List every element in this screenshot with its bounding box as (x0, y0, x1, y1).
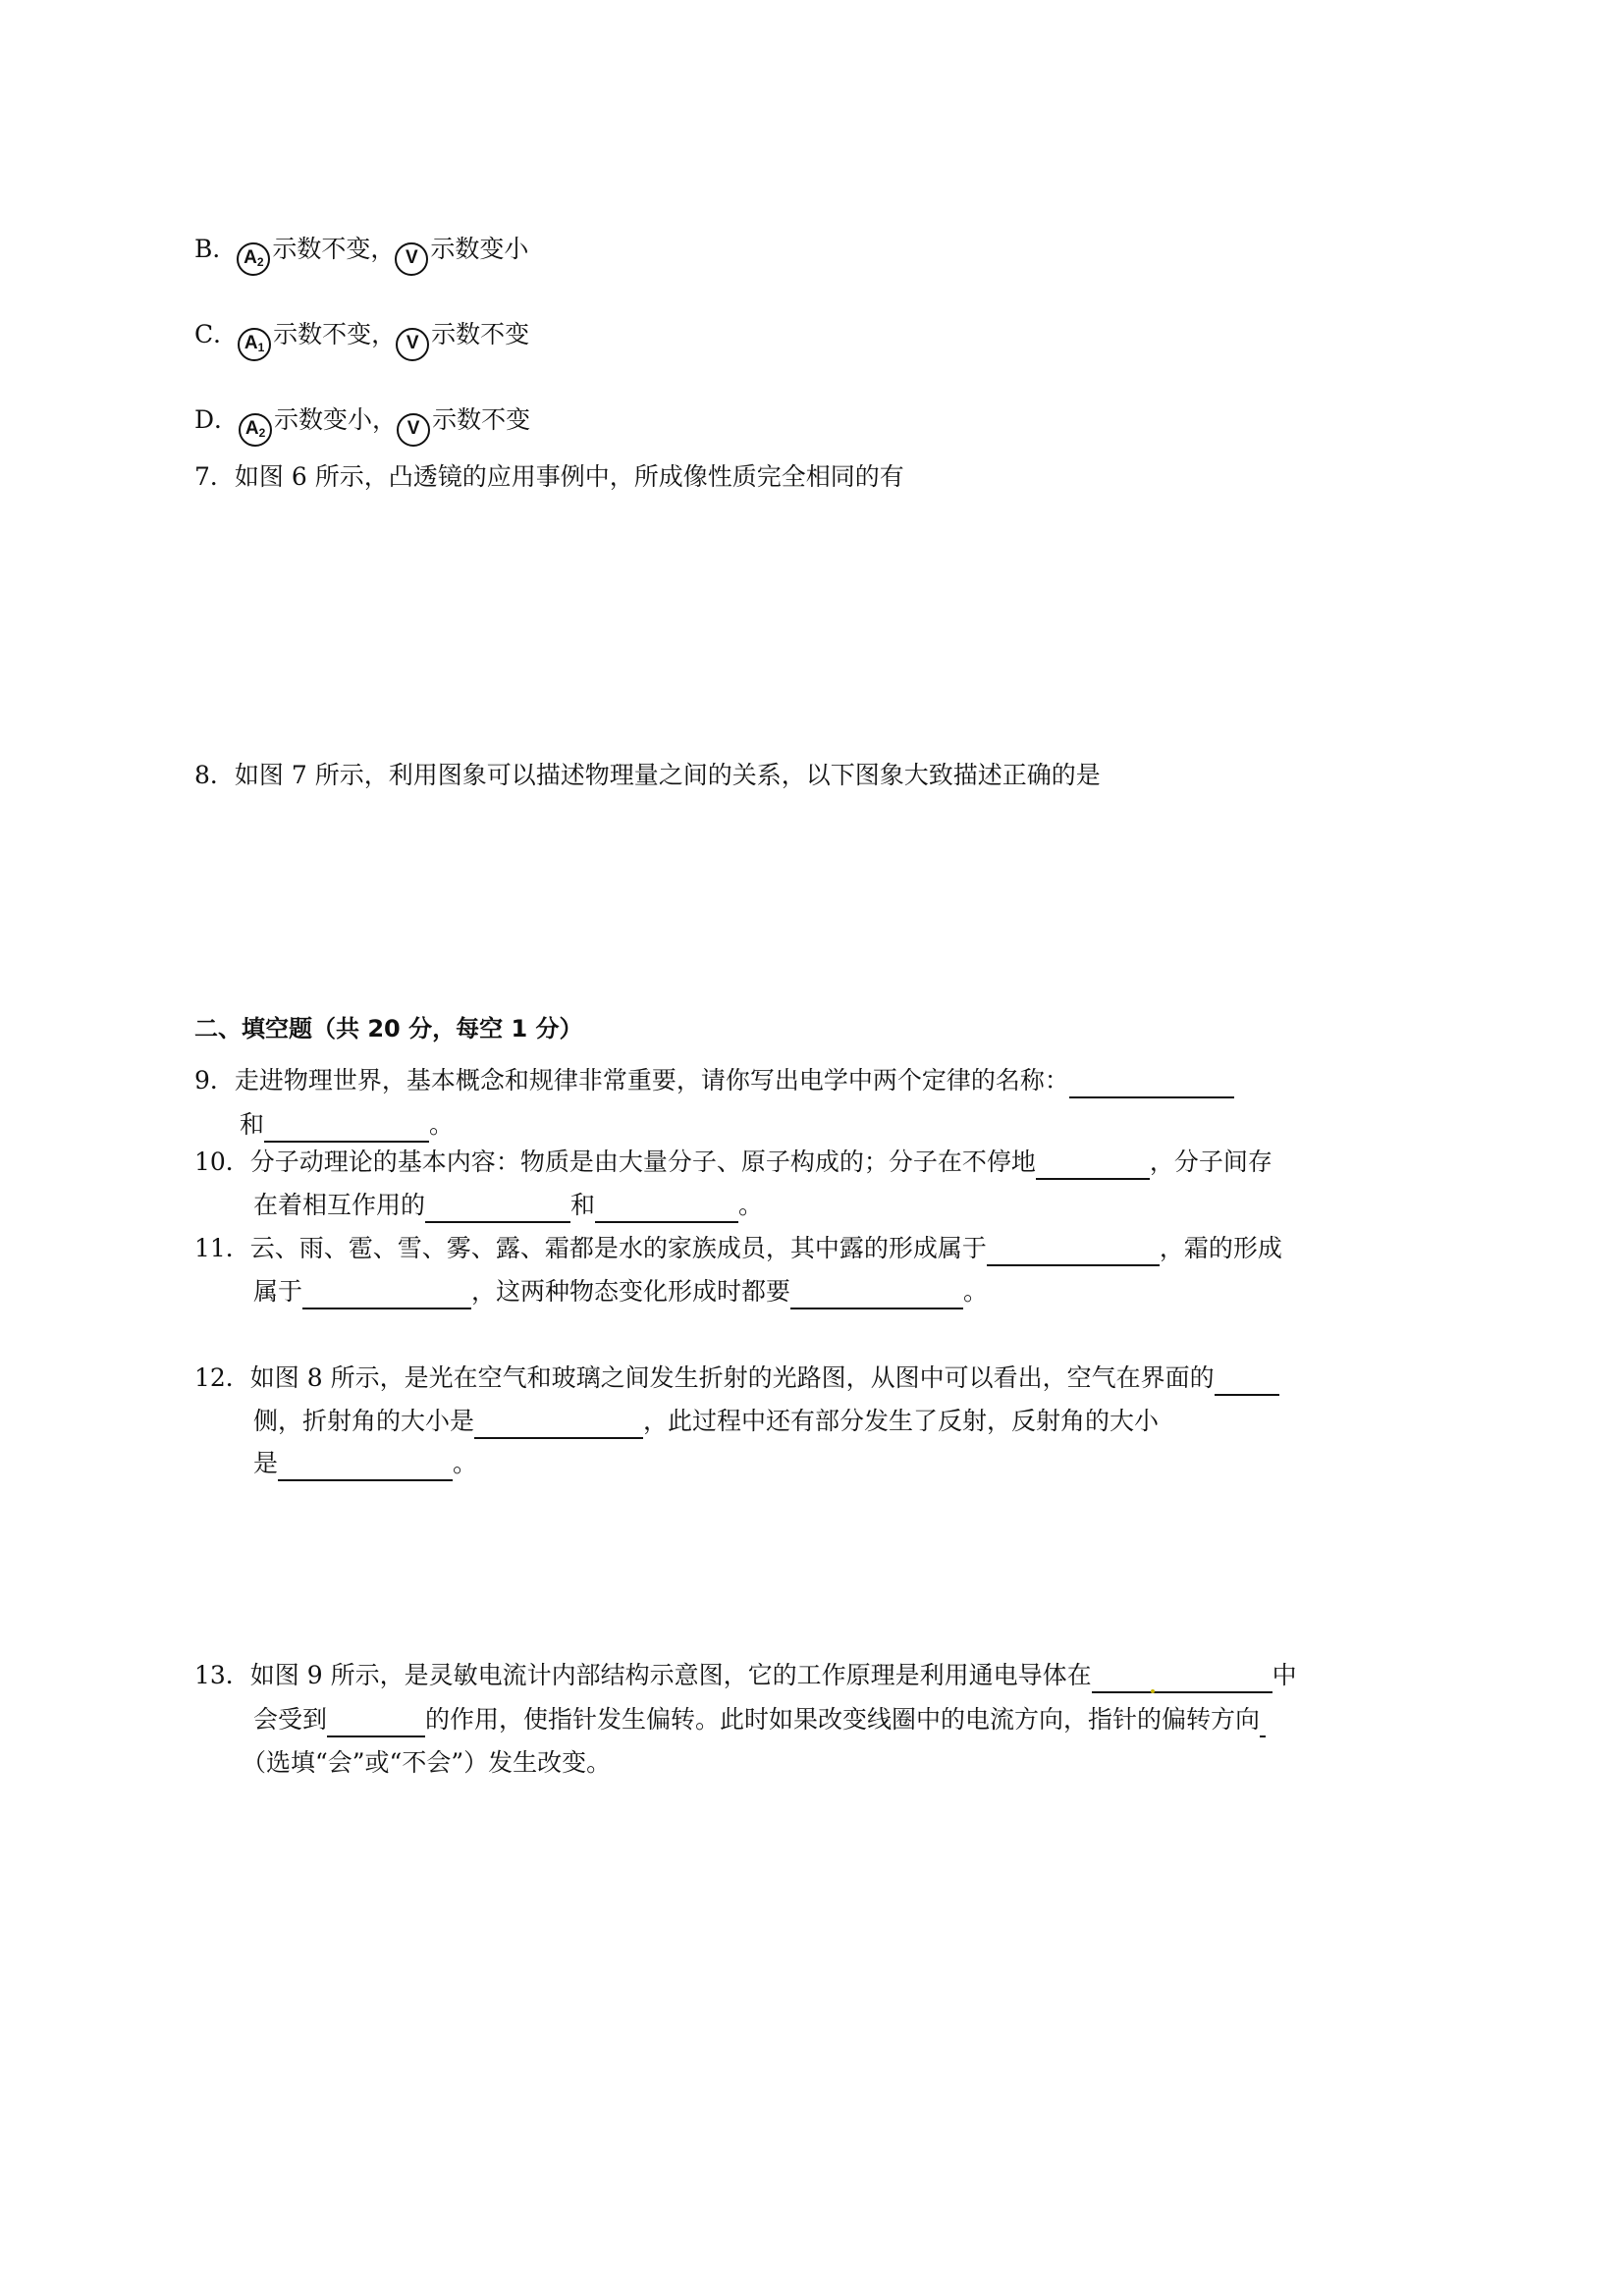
question-9 (194, 1063, 1234, 1098)
voltmeter-icon: V (397, 413, 430, 447)
question-11-text-3: 属于 (253, 1277, 303, 1306)
question-11-text: 11．云、雨、雹、雪、雾、露、霜都是水的家族成员，其中露的形成属于 (194, 1234, 987, 1262)
question-11-text-2: ，霜的形成 (1159, 1234, 1282, 1262)
question-11 (194, 1231, 1282, 1266)
question-8: 8．如图 7 所示，利用图象可以描述物理量之间的关系，以下图象大致描述正确的是 (194, 761, 1101, 789)
answer-blank[interactable] (474, 1408, 643, 1439)
question-9-and: 和 (240, 1110, 265, 1139)
question-9-line-2 (240, 1107, 454, 1143)
option-d-text-1: 示数变小， (274, 405, 398, 434)
question-13-text-2: 中 (1272, 1661, 1297, 1689)
question-7: 7．如图 6 所示，凸透镜的应用事例中，所成像性质完全相同的有 (194, 462, 904, 491)
question-13 (194, 1658, 1297, 1693)
option-c-letter: C． (194, 320, 239, 348)
question-12-text-4: 是 (253, 1449, 279, 1477)
question-13-line-2 (253, 1702, 1266, 1737)
question-10-text: 10．分子动理论的基本内容：物质是由大量分子、原子构成的；分子在不停地 (194, 1148, 1036, 1176)
question-10-text-3: 在着相互作用的 (253, 1191, 426, 1219)
option-d-text-2: 示数不变 (432, 405, 531, 434)
answer-blank[interactable] (327, 1706, 425, 1737)
question-12-end: 。 (453, 1449, 478, 1477)
answer-blank[interactable] (425, 1192, 570, 1223)
question-13-text-4: 的作用，使指针发生偏转。此时如果改变线圈中的电流方向，指针的偏转方向 (425, 1705, 1261, 1734)
answer-blank[interactable] (1260, 1706, 1266, 1737)
option-c-text-2: 示数不变 (431, 320, 530, 348)
voltmeter-icon: V (396, 328, 429, 361)
question-11-end: 。 (963, 1277, 989, 1306)
answer-blank[interactable] (1215, 1364, 1279, 1396)
answer-blank[interactable] (595, 1192, 738, 1223)
answer-blank[interactable] (1036, 1148, 1150, 1180)
stray-dot (1151, 1689, 1155, 1693)
question-10-end: 。 (738, 1191, 764, 1219)
question-10-text-2: ，分子间存 (1149, 1148, 1272, 1176)
option-b-text-1: 示数不变， (272, 235, 396, 263)
question-13-line-3: （选填“会”或“不会”）发生改变。 (242, 1748, 612, 1777)
ammeter-a2-icon: $A_2$ (237, 242, 270, 276)
question-11-line-2 (253, 1274, 988, 1309)
question-12-text: 12．如图 8 所示，是光在空气和玻璃之间发生折射的光路图，从图中可以看出，空气在界面的 (194, 1363, 1215, 1392)
ammeter-a2-icon: $A_2$ (239, 413, 272, 447)
question-11-text-4: ，这两种物态变化形成时都要 (471, 1277, 791, 1306)
question-13-text: 13．如图 9 所示，是灵敏电流计内部结构示意图，它的工作原理是利用通电导体在 (194, 1661, 1092, 1689)
answer-blank[interactable] (987, 1235, 1160, 1266)
answer-blank[interactable] (1069, 1067, 1234, 1098)
question-12 (194, 1361, 1279, 1396)
question-12-line-3 (253, 1446, 477, 1481)
section-heading-fill-in: 二、填空题（共 20 分，每空 1 分） (194, 1015, 583, 1042)
question-13-text-3: 会受到 (253, 1705, 328, 1734)
question-9-end: 。 (429, 1110, 455, 1139)
option-d-letter: D． (194, 405, 240, 434)
answer-blank[interactable] (1092, 1662, 1272, 1693)
question-10-line-2 (253, 1188, 763, 1223)
question-12-text-2: 侧，折射角的大小是 (253, 1407, 475, 1435)
answer-blank[interactable] (790, 1278, 963, 1309)
option-b-text-2: 示数变小 (430, 235, 529, 263)
ammeter-a1-icon: $A_1$ (238, 328, 271, 361)
question-9-text: 9．走进物理世界，基本概念和规律非常重要，请你写出电学中两个定律的名称： (194, 1066, 1069, 1095)
option-b (194, 232, 528, 276)
option-d (194, 402, 530, 447)
option-c (194, 317, 529, 361)
question-12-line-2 (253, 1404, 1159, 1439)
option-c-text-1: 示数不变， (273, 320, 397, 348)
option-b-letter: B． (194, 235, 238, 263)
answer-blank[interactable] (264, 1111, 429, 1143)
answer-blank[interactable] (278, 1450, 453, 1481)
question-10 (194, 1145, 1272, 1180)
question-12-text-3: ，此过程中还有部分发生了反射，反射角的大小 (643, 1407, 1160, 1435)
question-10-and: 和 (570, 1191, 596, 1219)
voltmeter-icon: V (395, 242, 428, 276)
answer-blank[interactable] (302, 1278, 471, 1309)
